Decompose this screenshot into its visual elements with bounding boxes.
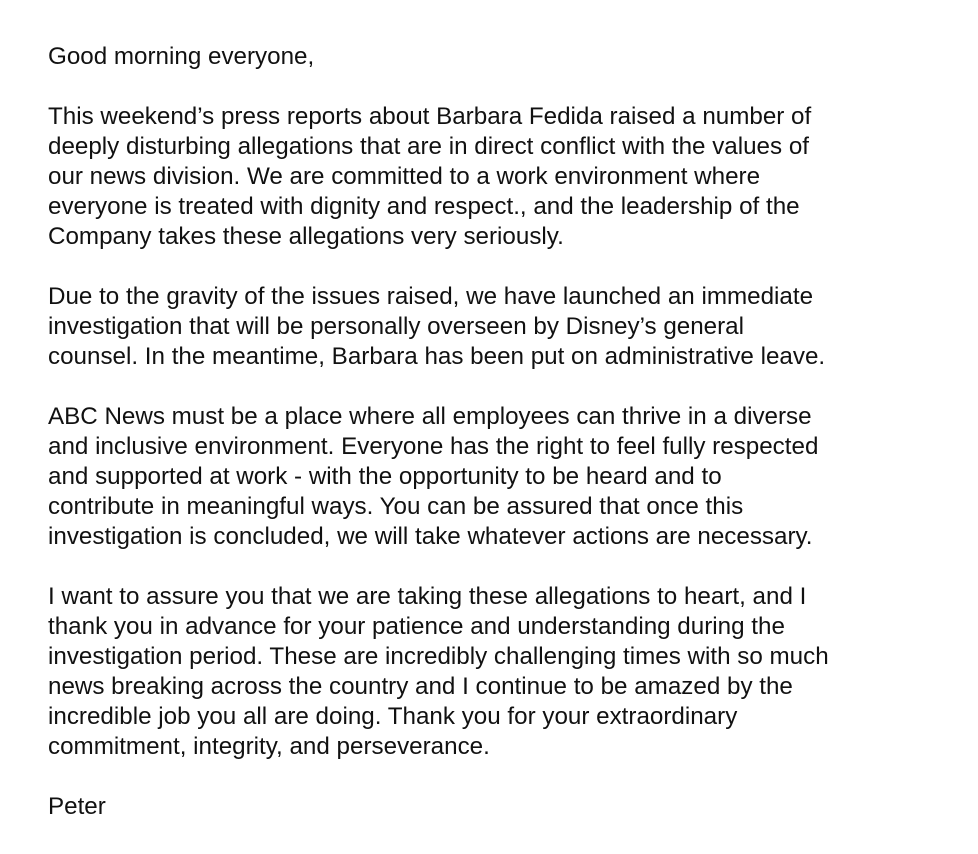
- paragraph-4: [48, 582, 963, 762]
- paragraph-line: and inclusive environment. Everyone has the right to feel fully respected: [48, 433, 819, 460]
- paragraph-gap: [48, 72, 963, 102]
- paragraph-2: [48, 282, 963, 372]
- paragraph-line: Company takes these allegations very seriously.: [48, 223, 564, 250]
- paragraph-line: thank you in advance for your patience and understanding during the: [48, 613, 785, 640]
- paragraph-line: I want to assure you that we are taking these allegations to heart, and I: [48, 583, 807, 610]
- paragraph-line: Due to the gravity of the issues raised, we have launched an immediate: [48, 283, 814, 310]
- paragraph-line: This weekend’s press reports about Barbara Fedida raised a number of: [48, 103, 812, 130]
- paragraph-gap: [48, 252, 963, 282]
- paragraph-line: news breaking across the country and I continue to be amazed by the: [48, 673, 793, 700]
- paragraph-line: counsel. In the meantime, Barbara has been put on administrative leave.: [48, 343, 826, 370]
- paragraph-gap: [48, 762, 963, 792]
- paragraph-line: contribute in meaningful ways. You can be assured that once this: [48, 493, 744, 520]
- paragraph-line: commitment, integrity, and perseverance.: [48, 733, 490, 760]
- paragraph-line: investigation that will be personally overseen by Disney’s general: [48, 313, 745, 340]
- paragraph-gap: [48, 372, 963, 402]
- paragraph-line: everyone is treated with dignity and respect., and the leadership of the: [48, 193, 800, 220]
- paragraph-line: incredible job you all are doing. Thank you for your extraordinary: [48, 703, 738, 730]
- paragraph-line: and supported at work - with the opportunity to be heard and to: [48, 463, 722, 490]
- letter-body: [48, 42, 963, 822]
- paragraph-line: investigation period. These are incredibly challenging times with so much: [48, 643, 829, 670]
- paragraph-line: our news division. We are committed to a work environment where: [48, 163, 761, 190]
- paragraph-1: [48, 102, 963, 252]
- paragraph-gap: [48, 552, 963, 582]
- paragraph-3: [48, 402, 963, 552]
- greeting: Good morning everyone,: [48, 43, 315, 70]
- signature: Peter: [48, 793, 106, 820]
- paragraph-line: deeply disturbing allegations that are in direct conflict with the values of: [48, 133, 809, 160]
- paragraph-line: ABC News must be a place where all employees can thrive in a diverse: [48, 403, 812, 430]
- paragraph-line: investigation is concluded, we will take whatever actions are necessary.: [48, 523, 813, 550]
